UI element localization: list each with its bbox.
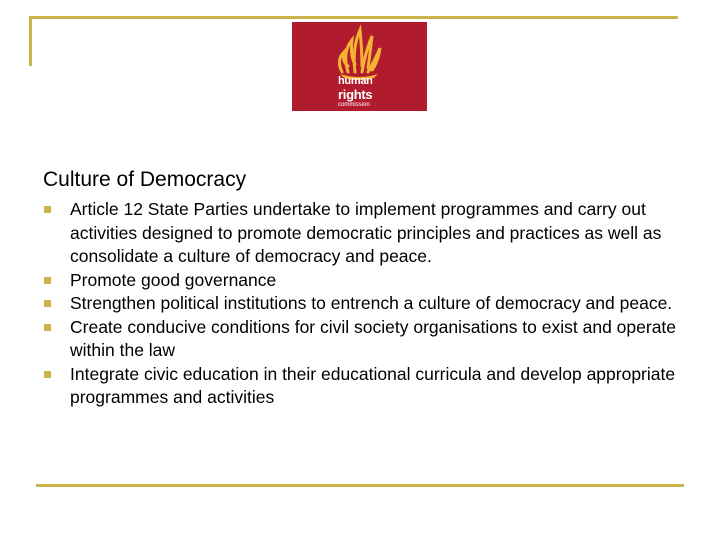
bullet-item [43,363,683,410]
bullet-text: Integrate civic education in their educational curricula and develop appropriate programmes and activities [70,363,676,407]
slide-title: Culture of Democracy [43,168,247,191]
human-rights-commission-logo [292,22,427,111]
square-bullet-icon [44,206,51,213]
logo-text-rights: rights [338,87,373,102]
bullet-item [43,198,683,269]
bullet-text: Promote good governance [70,269,277,290]
square-bullet-icon [44,300,51,307]
bullet-text: Create conducive conditions for civil society organisations to exist and operate within the law [70,316,677,360]
bullet-list [43,198,683,410]
square-bullet-icon [44,277,51,284]
bullet-text: Article 12 State Parties undertake to implement programmes and carry out activities designed to promote democratic principles and practices as well as consolidate a culture of democracy and peace. [70,199,662,266]
bullet-item [43,316,683,363]
frame-left-rule [29,16,32,66]
bullet-text: Strengthen political institutions to entrench a culture of democracy and peace. [70,293,673,313]
square-bullet-icon [44,371,51,378]
logo-text-commission: commission [338,102,370,108]
frame-bottom-rule [36,484,684,487]
frame-top-rule [30,16,678,19]
logo-text-human: human [338,75,373,87]
square-bullet-icon [44,324,51,331]
bullet-item [43,292,683,316]
bullet-item [43,269,683,293]
